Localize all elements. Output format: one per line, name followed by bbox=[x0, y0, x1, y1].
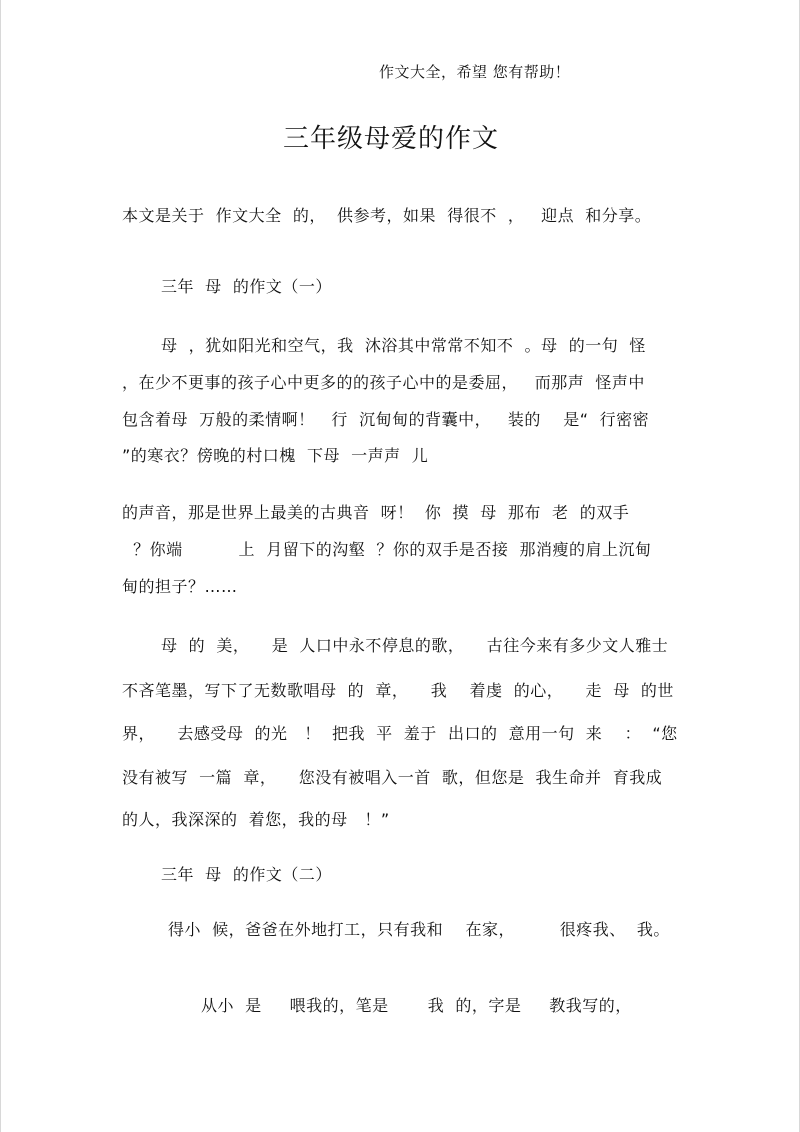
paragraph-line: ”的寒衣？傍晚的村口槐 下母 一声声 儿 bbox=[122, 446, 429, 465]
paragraph-line: 从小 是 喂我的，笔是 我 的，字是 教我写的， bbox=[201, 996, 632, 1015]
intro-paragraph: 本文是关于 作文大全 的， 供参考，如果 得很不 ， 迎点 和分享。 bbox=[122, 206, 652, 225]
paragraph-line: 甸的担子？…… bbox=[122, 577, 238, 596]
paragraph-line: ？你端 上 月留下的沟壑 ？你的双手是否接 那消瘦的肩上沉甸 bbox=[122, 540, 652, 559]
paragraph-line: 包含着母 万般的柔情啊！ 行 沉甸甸的背囊中， 装的 是“ 行密密 bbox=[122, 410, 650, 429]
document-title: 三年级母爱的作文 bbox=[283, 124, 500, 154]
page-header: 作文大全，希望 您有帮助！ bbox=[379, 63, 571, 81]
paragraph-line: 不吝笔墨，写下了无数歌唱母 的 章， 我 着虔 的心， 走 母 的世 bbox=[122, 681, 674, 700]
section-heading-1: 三年 母 的作文（一） bbox=[161, 277, 332, 296]
paragraph-line: 母 的 美， 是 人口中永不停息的歌， 古往今来有多少文人雅士 bbox=[161, 636, 669, 655]
paragraph-line: 得小 候，爸爸在外地打工，只有我和 在家， 很疼我、 我。 bbox=[168, 920, 670, 939]
paragraph-line: 没有被写 一篇 章， 您没有被唱入一首 歌，但您是 我生命并 育我成 bbox=[122, 768, 663, 787]
paragraph-line: ，在少不更事的孩子心中更多的的孩子心中的是委屈， 而那声 怪声中 bbox=[122, 373, 645, 392]
section-heading-2: 三年 母 的作文（二） bbox=[161, 865, 332, 884]
paragraph-line: 的声音，那是世界上最美的古典音 呀！ 你 摸 母 那布 老 的双手 bbox=[122, 503, 630, 522]
paragraph-line: 母 ，犹如阳光和空气，我 沐浴其中常常不知不 。母 的一句 怪 bbox=[161, 336, 646, 355]
paragraph-line: 界， 去感受母 的光 ！ 把我 平 羞于 出口的 意用一句 来 ： “您 bbox=[122, 724, 678, 743]
paragraph-line: 的人，我深深的 着您，我的母 ！” bbox=[122, 810, 390, 829]
